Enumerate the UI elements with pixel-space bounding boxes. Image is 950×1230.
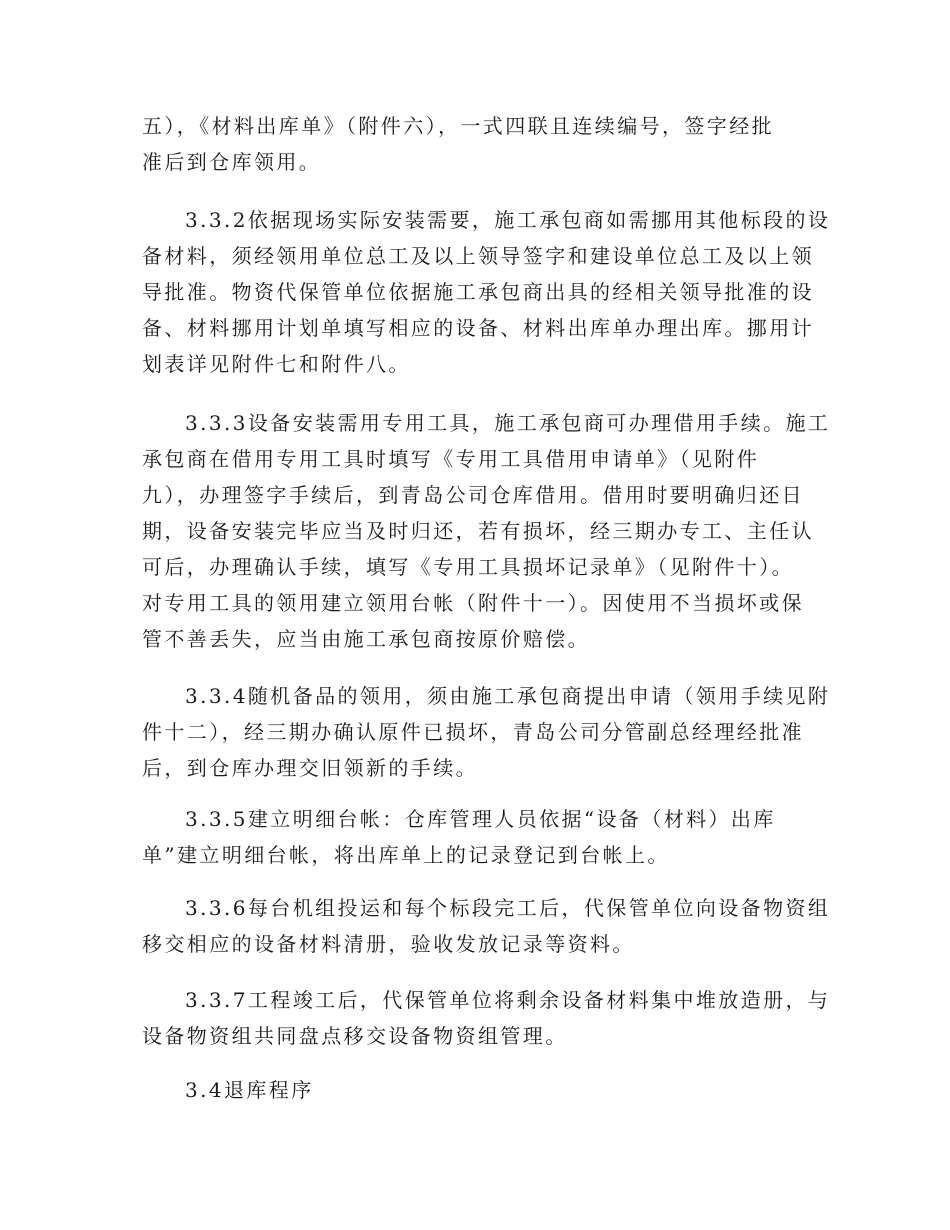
text-line: 可后，办理确认手续，填写《专用工具损坏记录单》（见附件十）。 [142,555,794,579]
paragraph-3-3-5 [142,801,822,873]
text-line: 备材料，须经领用单位总工及以上领导签字和建设单位总工及以上领 [142,244,814,268]
text-line: 3.3.2依据现场实际安装需要，施工承包商如需挪用其他标段的设 [185,208,831,232]
section-heading: 3.4退库程序 [185,1078,314,1102]
text-line: 导批准。物资代保管单位依据施工承包商出具的经相关领导批准的设 [142,280,814,304]
text-line: 准后到仓库领用。 [142,150,322,174]
paragraph-3-3-3 [142,405,831,657]
paragraph-3-3-7 [142,982,831,1054]
text-line: 设备物资组共同盘点移交设备物资组管理。 [142,1024,568,1048]
text-line: 移交相应的设备材料清册，验收发放记录等资料。 [142,932,635,956]
paragraph-3-3-6 [142,890,831,962]
text-line: 3.3.6每台机组投运和每个标段完工后，代保管单位向设备物资组 [185,896,831,920]
text-line: 承包商在借用专用工具时填写《专用工具借用申请单》（见附件 [142,447,760,471]
text-line: 3.3.4随机备品的领用，须由施工承包商提出申请（领用手续见附 [185,684,831,708]
text-line: 单”建立明细台帐，将出库单上的记录登记到台帐上。 [142,843,670,867]
text-line: 五），《材料出库单》（附件六），一式四联且连续编号，签字经批 [142,114,774,138]
text-line: 备、材料挪用计划单填写相应的设备、材料出库单办理出库。挪用计 [142,316,814,340]
paragraph-3-3-4 [142,678,831,786]
section-heading-3-4 [142,1072,822,1108]
paragraph-3-3-2 [142,202,831,382]
text-line: 3.3.7工程竣工后，代保管单位将剩余设备材料集中堆放造册，与 [185,988,831,1012]
text-line: 后，到仓库办理交旧领新的手续。 [142,756,478,780]
paragraph-continuation [142,108,822,180]
text-line: 对专用工具的领用建立领用台帐（附件十一）。因使用不当损坏或保 [142,591,804,615]
text-line: 划表详见附件七和附件八。 [142,352,411,376]
text-line: 管不善丢失，应当由施工承包商按原价赔偿。 [142,627,590,651]
text-line: 3.3.3设备安装需用专用工具，施工承包商可办理借用手续。施工 [185,411,831,435]
text-line: 件十二），经三期办确认原件已损坏，青岛公司分管副总经理经批准 [142,720,804,744]
text-line: 期，设备安装完毕应当及时归还，若有损坏，经三期办专工、主任认 [142,519,814,543]
text-line: 3.3.5建立明细台帐：仓库管理人员依据“设备（材料）出库 [185,807,776,831]
text-line: 九），办理签字手续后，到青岛公司仓库借用。借用时要明确归还日 [142,483,804,507]
